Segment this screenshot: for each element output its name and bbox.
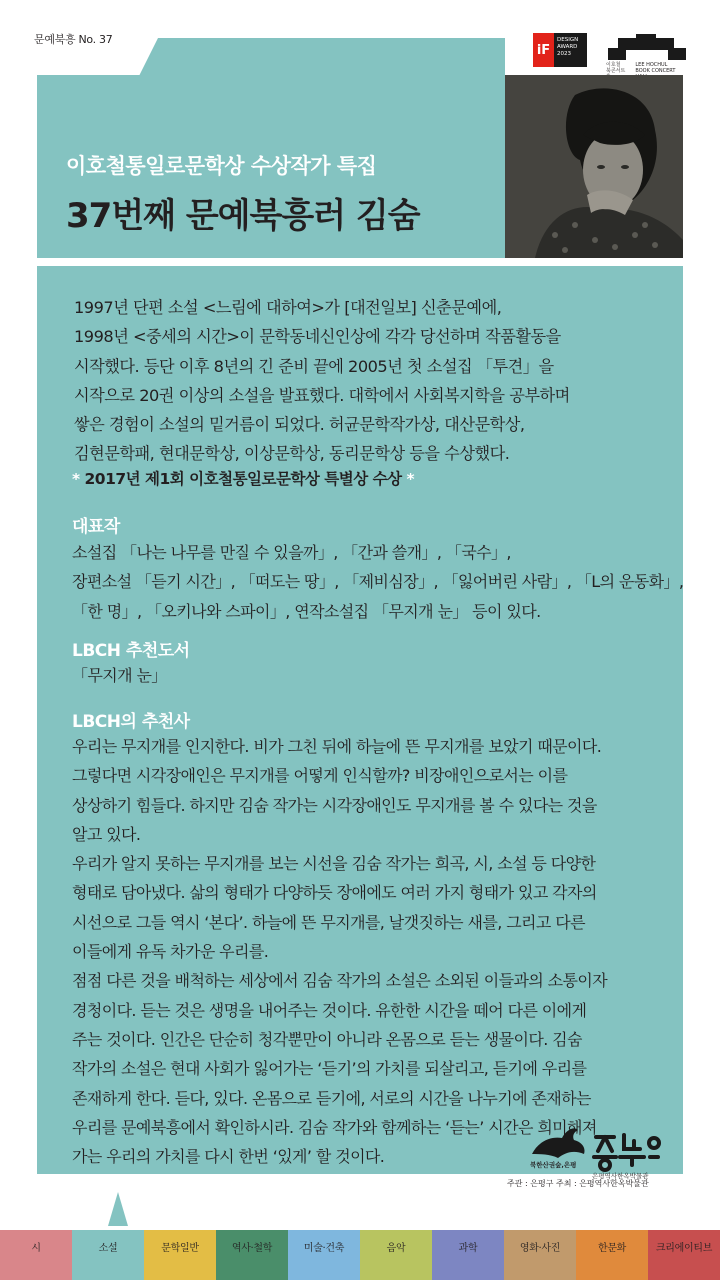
award-line — [72, 467, 414, 489]
works-line: 소설집 「나는 나무를 만질 수 있을까」, 「간과 쓸개」, 「국수」, — [72, 543, 511, 562]
recommendation-line: 가는 우리의 가치를 다시 한번 ‘있게’ 할 것이다. — [72, 1147, 385, 1167]
tab-history-philosophy[interactable]: 역사·철학 — [216, 1230, 288, 1280]
recommendation-heading: LBCH의 추천사 — [72, 712, 190, 732]
recommendation-text — [72, 732, 658, 1171]
recommendation-line: 상상하기 힘들다. 하지만 김숨 작가는 시각장애인도 무지개를 볼 수 있다는 것을 — [72, 795, 597, 815]
recommendation-line: 경청이다. 듣는 것은 생명을 내어주는 것이다. 유한한 시간을 떼어 다른 이에게 — [72, 1000, 587, 1020]
if-mark: iF — [533, 33, 554, 67]
author-portrait — [505, 75, 683, 258]
tab-fiction[interactable]: 소설 — [72, 1230, 144, 1280]
works-list — [72, 538, 684, 626]
lbch-korean-name: 이호철 북콘서트 — [606, 62, 626, 74]
tab-creative[interactable]: 크리에이티브 — [648, 1230, 720, 1280]
bio-line: 쌓은 경험이 소설의 밑거름이 되었다. 허균문학작가상, 대산문학상, — [74, 415, 525, 435]
recommendation-line: 그렇다면 시각장애인은 무지개를 어떻게 인식할까? 비장애인으로서는 이를 — [72, 766, 568, 786]
active-tab-pointer — [108, 1192, 128, 1226]
bio-line: 시작했다. 등단 이후 8년의 긴 준비 끝에 2005년 첫 소설집 「투견」을 — [74, 356, 554, 376]
recommendation-line: 점점 다른 것을 배척하는 세상에서 김숨 작가의 소설은 소외된 이들과의 소통이자 — [72, 971, 608, 991]
if-design-award-logo — [533, 33, 587, 67]
star-icon: * — [72, 470, 80, 488]
issue-number: 문예북흥 No. 37 — [34, 33, 113, 46]
recommendation-line: 알고 있다. — [72, 824, 141, 844]
bio-line: 김현문학패, 현대문학상, 이상문학상, 동리문학상 등을 수상했다. — [74, 444, 510, 464]
bio-line: 시작으로 20권 이상의 소설을 발표했다. 대학에서 사회복지학을 공부하며 — [74, 385, 570, 405]
if-award-text: DESIGN AWARD 2023 — [554, 33, 587, 67]
title-tab-shape — [158, 38, 505, 78]
category-tabs — [0, 1230, 720, 1280]
works-heading: 대표작 — [72, 517, 120, 537]
recommendation-line: 우리가 알지 못하는 무지개를 보는 시선을 김숨 작가는 희곡, 시, 소설 등 다양한 — [72, 854, 596, 874]
tab-film-photo[interactable]: 영화·사진 — [504, 1230, 576, 1280]
recommendation-line: 시선으로 그들 역시 ‘본다’. 하늘에 뜬 무지개를, 날갯짓하는 새를, 그리고 다른 — [72, 912, 585, 932]
lbch-logo — [606, 32, 688, 76]
star-icon: * — [406, 470, 415, 488]
credits: 주관 : 은평구 주최 : 은평역사한옥박물관 — [507, 1179, 649, 1188]
lbch-english-name: LEE HOCHUL BOOK CONCERT — [635, 62, 676, 74]
page-subtitle: 이호철통일로문학상 수상작가 특집 — [66, 154, 377, 178]
tab-poetry[interactable]: 시 — [0, 1230, 72, 1280]
recommendation-line: 우리를 문예북흥에서 확인하시라. 김숨 작가와 함께하는 ‘듣는’ 시간은 희미해져 — [72, 1117, 597, 1137]
bio-line: 1998년 <중세의 시간>이 문학동네신인상에 각각 당선하며 작품활동을 — [74, 327, 561, 347]
recommendation-line: 이들에게 유독 차가운 우리를. — [72, 942, 269, 962]
museum-logo — [590, 1127, 662, 1173]
org-name: 북한산권숲,은평 — [530, 1161, 577, 1169]
recommendation-line: 존재하게 한다. 듣다, 있다. 온몸으로 듣기에, 서로의 시간을 나누기에 존재하는 — [72, 1088, 591, 1108]
award-text: 2017년 제1회 이호철통일로문학상 특별상 수상 — [84, 470, 402, 488]
museum-name: 은평역사한옥박물관 — [592, 1172, 649, 1180]
tab-music[interactable]: 음악 — [360, 1230, 432, 1280]
recommended-book-heading: LBCH 추천도서 — [72, 641, 190, 661]
tab-korean-culture[interactable]: 한문화 — [576, 1230, 648, 1280]
recommendation-line: 우리는 무지개를 인지한다. 비가 그친 뒤에 하늘에 뜬 무지개를 보았기 때문이다. — [72, 737, 602, 756]
recommendation-line: 주는 것이다. 인간은 단순히 청각뿐만이 아니라 온몸으로 듣는 생물이다. 김숨 — [72, 1029, 582, 1049]
bio-line: 1997년 단편 소설 <느림에 대하여>가 [대전일보] 신춘문예에, — [74, 298, 502, 317]
tab-literature-general[interactable]: 문학일반 — [144, 1230, 216, 1280]
recommendation-line: 작가의 소설은 현대 사회가 잃어가는 ‘듣기’의 가치를 되살리고, 듣기에 우리를 — [72, 1059, 587, 1079]
recommendation-line: 형태로 담아냈다. 삶의 형태가 다양하듯 장애에도 여러 가지 형태가 있고 각자의 — [72, 883, 597, 903]
author-bio — [74, 293, 654, 469]
works-line: 장편소설 「듣기 시간」, 「떠도는 땅」, 「제비심장」, 「잃어버린 사람」, 「L의 운동화」, — [72, 572, 684, 592]
rabbit-logo — [528, 1124, 588, 1162]
works-line: 「한 명」, 「오키나와 스파이」, 연작소설집 「무지개 눈」 등이 있다. — [72, 601, 541, 621]
tab-science[interactable]: 과학 — [432, 1230, 504, 1280]
tab-art-architecture[interactable]: 미술·건축 — [288, 1230, 360, 1280]
recommended-book: 「무지개 눈」 — [72, 666, 167, 685]
page-title: 37번째 문예북흥러 김숨 — [66, 196, 420, 236]
